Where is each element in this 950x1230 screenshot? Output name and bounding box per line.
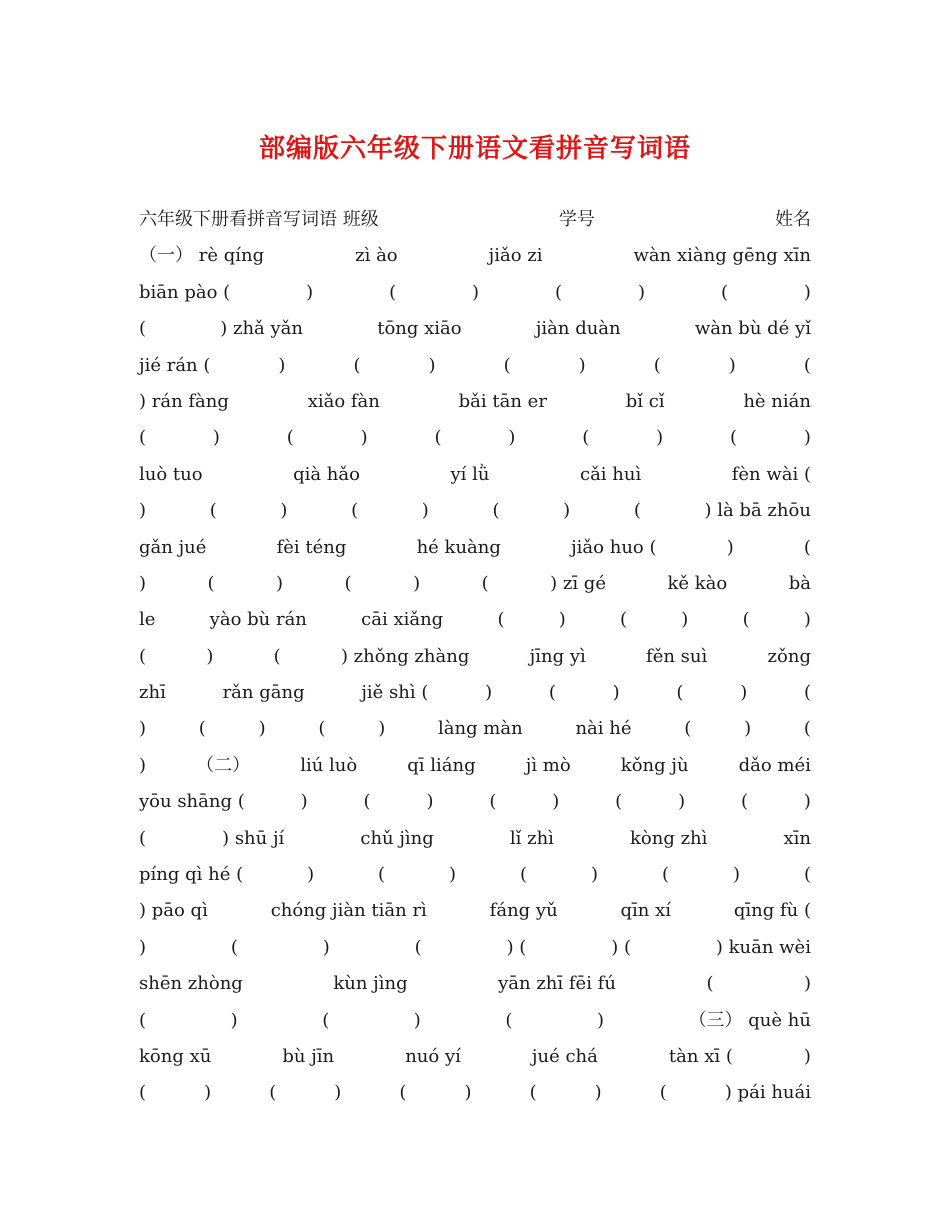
line-segment: ) <box>552 791 560 813</box>
line-segment: ( <box>414 936 422 958</box>
line-segment: bǎi tān er <box>458 390 547 412</box>
line-segment: nài hé <box>575 718 632 740</box>
line-segment: ) <box>726 536 734 558</box>
line-segment: ( <box>803 718 811 740</box>
line-segment: ( <box>139 1082 147 1104</box>
line-segment: yōu shāng ( <box>139 791 245 813</box>
line-segment: wàn bù dé yǐ <box>694 318 811 340</box>
line-segment: ) <box>558 609 566 631</box>
line-segment: jiàn duàn <box>535 318 621 340</box>
line-segment: ) <box>230 1009 238 1031</box>
line-segment: hé kuàng <box>416 536 501 558</box>
line-segment: ) <box>426 791 434 813</box>
line-segment: lǐ zhì <box>509 827 554 849</box>
line-segment: ( <box>434 427 442 449</box>
line-segment: ( <box>503 354 511 376</box>
line-segment: ( <box>582 427 590 449</box>
line-segment: ) <box>803 791 811 813</box>
line-segment: yí lǜ <box>450 463 490 485</box>
line-segment: cāi xiǎng <box>361 609 444 631</box>
line-segment: ) zī gé <box>550 572 606 594</box>
line-segment: ) <box>413 1009 421 1031</box>
line-segment: ( <box>489 791 497 813</box>
line-segment: kòng zhì <box>629 827 708 849</box>
exercise-line <box>139 966 811 1002</box>
line-segment: ) <box>803 1045 811 1067</box>
line-segment: jué chá <box>531 1045 598 1067</box>
line-segment: ) <box>732 864 740 886</box>
line-segment: ) <box>803 609 811 631</box>
line-segment: ( <box>497 609 505 631</box>
line-segment: ) <box>139 754 147 776</box>
line-segment: fěn suì <box>646 645 708 667</box>
line-segment: ) <box>591 864 599 886</box>
line-segment: ) <box>139 572 147 594</box>
line-segment: ) <box>508 427 516 449</box>
line-segment: ) ( <box>506 936 527 958</box>
line-segment: ( <box>633 500 641 522</box>
exercise-line <box>139 493 811 529</box>
exercise-line <box>139 675 811 711</box>
line-segment: fèn wài ( <box>731 463 811 485</box>
exercise-line <box>139 711 811 747</box>
line-segment: jīng yì <box>529 645 586 667</box>
line-segment: ( <box>139 645 147 667</box>
line-segment: ) <box>334 1082 342 1104</box>
line-segment: qīn xí <box>620 900 672 922</box>
exercise-line <box>139 602 811 638</box>
line-segment: bà <box>788 572 811 594</box>
line-segment: ( <box>505 1009 513 1031</box>
exercise-line <box>139 275 811 311</box>
line-segment: ( <box>322 1009 330 1031</box>
line-segment: ( <box>803 536 811 558</box>
line-segment: ) <box>803 281 811 303</box>
line-segment: jiǎo zi <box>488 245 543 267</box>
line-segment: ) rán fàng <box>139 390 229 412</box>
line-segment: ) <box>300 791 308 813</box>
line-segment: zì ào <box>355 245 398 267</box>
exercise-line <box>139 821 811 857</box>
line-segment: jiǎo huo ( <box>571 536 657 558</box>
line-segment: ( <box>548 682 556 704</box>
line-segment: ) <box>378 718 386 740</box>
exercise-line <box>139 930 811 966</box>
line-segment: ) <box>139 936 147 958</box>
line-segment: ( <box>139 427 147 449</box>
line-segment: ( <box>620 609 628 631</box>
line-segment: ) <box>803 973 811 995</box>
line-segment: （三） què hū <box>688 1009 811 1031</box>
line-segment: ( <box>803 354 811 376</box>
line-segment: ) <box>594 1082 602 1104</box>
line-segment: hè nián <box>743 390 811 412</box>
line-segment: ) <box>728 354 736 376</box>
line-segment: zhī <box>139 682 166 704</box>
class-info-field: 六年级下册看拼音写词语 班级 <box>139 209 379 230</box>
line-segment: yào bù rán <box>209 609 307 631</box>
line-segment: píng qì hé ( <box>139 864 244 886</box>
line-segment: liú luò <box>300 754 358 776</box>
line-segment: ( <box>615 791 623 813</box>
line-segment: ( <box>803 682 811 704</box>
line-segment: ( <box>139 1009 147 1031</box>
line-segment: ) <box>413 572 421 594</box>
line-segment: ( <box>198 718 206 740</box>
line-segment: làng màn <box>437 718 523 740</box>
line-segment: ( <box>653 354 661 376</box>
line-segment: dǎo méi <box>738 754 811 776</box>
line-segment: ( <box>269 1082 277 1104</box>
line-segment: ( <box>207 572 215 594</box>
line-segment: ( <box>273 645 281 667</box>
line-segment: ( <box>481 572 489 594</box>
line-segment: ) ( <box>611 936 631 958</box>
line-segment: wàn xiàng gēng xīn <box>633 245 811 267</box>
line-segment: ) zhǒng zhàng <box>340 645 470 667</box>
line-segment: ) <box>139 500 147 522</box>
line-segment: fèi téng <box>276 536 347 558</box>
class-info-field: 学号 <box>558 209 595 230</box>
line-segment: ) <box>204 1082 212 1104</box>
line-segment: ( <box>555 281 563 303</box>
line-segment: fáng yǔ <box>489 900 558 922</box>
line-segment: ) <box>464 1082 472 1104</box>
line-segment: chóng jiàn tiān rì <box>270 900 427 922</box>
line-segment: ( <box>399 1082 407 1104</box>
line-segment: ) <box>678 791 686 813</box>
line-segment: bǐ cǐ <box>625 390 665 412</box>
line-segment: ) <box>596 1009 604 1031</box>
line-segment: ) <box>206 645 214 667</box>
line-segment: bù jīn <box>282 1045 335 1067</box>
line-segment: kǒng jù <box>620 754 689 776</box>
exercise-line <box>139 893 811 929</box>
line-segment: ) <box>360 427 368 449</box>
line-segment: qīng fù ( <box>733 900 811 922</box>
line-segment: （一） rè qíng <box>139 245 265 267</box>
line-segment: ) <box>578 354 586 376</box>
line-segment: ) <box>563 500 571 522</box>
line-segment: ) <box>278 354 286 376</box>
line-segment: ) <box>656 427 664 449</box>
line-segment: chǔ jìng <box>360 827 434 849</box>
line-segment: ( <box>720 281 728 303</box>
line-segment: ( <box>661 864 670 886</box>
exercise-line <box>139 1003 811 1039</box>
line-segment: cǎi huì <box>579 463 642 485</box>
line-segment: ) <box>307 864 315 886</box>
line-segment: ) <box>744 718 752 740</box>
line-segment: ) <box>306 281 314 303</box>
line-segment: ( <box>389 281 397 303</box>
line-segment: ) <box>681 609 689 631</box>
line-segment: ( <box>706 973 714 995</box>
line-segment: ( <box>286 427 294 449</box>
line-segment: kōng xū <box>139 1045 212 1067</box>
line-segment: ( <box>492 500 500 522</box>
line-segment: ) pāo qì <box>139 900 208 922</box>
exercise-line <box>139 384 811 420</box>
line-segment: shēn zhòng <box>139 973 243 995</box>
line-segment: ( <box>318 718 326 740</box>
exercise-line <box>139 348 811 384</box>
exercise-line <box>139 748 811 784</box>
exercise-line <box>139 1075 811 1111</box>
line-segment: ) <box>449 864 457 886</box>
line-segment: ( <box>742 609 750 631</box>
exercise-line <box>139 420 811 456</box>
line-segment: ) pái huái <box>724 1082 811 1104</box>
line-segment: zǒng <box>767 645 811 667</box>
line-segment: ) zhǎ yǎn <box>220 318 304 340</box>
line-segment: ) là bā zhōu <box>704 500 811 522</box>
line-segment: xiǎo fàn <box>307 390 380 412</box>
exercise-line <box>139 457 811 493</box>
line-segment: ) <box>139 718 147 740</box>
line-segment: ( <box>520 864 528 886</box>
exercise-line <box>139 238 811 274</box>
line-segment: ( <box>529 1082 537 1104</box>
line-segment: ( <box>344 572 352 594</box>
pinyin-exercise-body <box>139 202 811 1112</box>
line-segment: ( <box>676 682 684 704</box>
line-segment: biān pào ( <box>139 281 231 303</box>
line-segment: ( <box>378 864 386 886</box>
line-segment: ) <box>421 500 429 522</box>
line-segment: ) <box>212 427 220 449</box>
class-info-line <box>139 202 811 238</box>
line-segment: tōng xiāo <box>377 318 462 340</box>
line-segment: ) kuān wèi <box>715 936 811 958</box>
line-segment: ) <box>258 718 266 740</box>
exercise-line <box>139 857 811 893</box>
line-segment: tàn xī ( <box>668 1045 733 1067</box>
line-segment: ) <box>637 281 646 303</box>
line-segment: rǎn gāng <box>222 682 305 704</box>
exercise-line <box>139 1039 811 1075</box>
line-segment: ) <box>472 281 480 303</box>
line-segment: ) <box>428 354 436 376</box>
line-segment: ( <box>209 500 217 522</box>
line-segment: le <box>139 609 156 631</box>
line-segment: ) shū jí <box>222 827 285 849</box>
line-segment: ( <box>230 936 238 958</box>
line-segment: luò tuo <box>139 463 203 485</box>
line-segment: ( <box>139 318 147 340</box>
line-segment: ) <box>322 936 330 958</box>
line-segment: qià hǎo <box>293 463 360 485</box>
line-segment: jì mò <box>525 754 571 776</box>
line-segment: ) <box>612 682 620 704</box>
line-segment: ( <box>803 864 811 886</box>
line-segment: yān zhī fēi fú <box>498 973 616 995</box>
exercise-line <box>139 566 811 602</box>
class-info-field: 姓名 <box>774 209 811 230</box>
line-segment: ( <box>684 718 692 740</box>
line-segment: ) <box>485 682 493 704</box>
line-segment: ) <box>803 427 811 449</box>
exercise-line <box>139 784 811 820</box>
line-segment: xīn <box>783 827 811 849</box>
line-segment: ( <box>740 791 748 813</box>
line-segment: gǎn jué <box>139 536 207 558</box>
line-segment: （二） <box>196 754 251 776</box>
line-segment: ) <box>276 572 284 594</box>
line-segment: ( <box>353 354 361 376</box>
line-segment: jiě shì ( <box>361 682 429 704</box>
line-segment: qī liáng <box>407 754 476 776</box>
line-segment: ( <box>351 500 359 522</box>
line-segment: ) <box>740 682 748 704</box>
line-segment: ) <box>280 500 288 522</box>
line-segment: kùn jìng <box>333 973 408 995</box>
line-segment: ( <box>363 791 371 813</box>
exercise-line <box>139 311 811 347</box>
line-segment: jié rán ( <box>139 354 211 376</box>
line-segment: ( <box>659 1082 667 1104</box>
page-title: 部编版六年级下册语文看拼音写词语 <box>258 134 691 164</box>
line-segment: nuó yí <box>405 1045 461 1067</box>
line-segment: ( <box>730 427 738 449</box>
line-segment: kě kào <box>667 572 728 594</box>
line-segment: ( <box>139 827 147 849</box>
exercise-line <box>139 639 811 675</box>
exercise-line <box>139 530 811 566</box>
